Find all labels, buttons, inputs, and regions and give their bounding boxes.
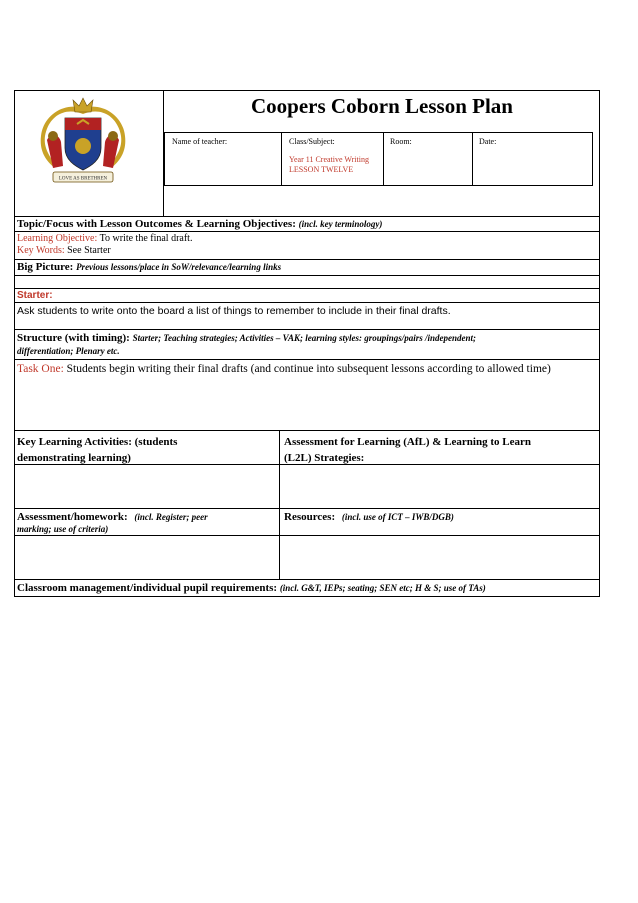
structure-heading: Structure (with timing): Starter; Teaching strategies; Activities – VAK; learning styles: groupings/pairs /independent; [17,332,477,344]
room-label: Room: [390,137,412,146]
lesson-number: LESSON TWELVE [289,165,354,174]
crest-icon [33,96,133,188]
assessment-note: marking; use of criteria) [17,524,109,534]
task-one: Task One: Students begin writing their final drafts (and continue into subsequent lessons according to allowed time) [17,363,551,375]
class-subject-value: Year 11 Creative Writing [289,155,369,164]
topic-heading: Topic/Focus with Lesson Outcomes & Learning Objectives: (incl. key terminology) [17,218,383,230]
svg-text:LOVE AS BRETHREN: LOVE AS BRETHREN [58,176,108,182]
resources-heading: Resources: (incl. use of ICT – IWB/DGB) [284,511,454,523]
big-picture-heading: Big Picture: Previous lessons/place in SoW/relevance/learning links [17,261,282,273]
school-crest [33,96,133,188]
structure-note: differentiation; Plenary etc. [17,346,120,356]
starter-text: Ask students to write onto the board a list of things to remember to include in their final drafts. [17,305,451,317]
key-words: Key Words: See Starter [17,245,111,256]
afl-heading: Assessment for Learning (AfL) & Learning to Learn (L2L) Strategies: [284,436,531,464]
classroom-management-heading: Classroom management/individual pupil requirements: (incl. G&T, IEPs; seating; SEN etc; H & S; use of TAs) [17,582,486,594]
name-of-teacher-label: Name of teacher: [172,137,228,146]
learning-objective: Learning Objective: To write the final draft. [17,233,193,244]
page-title: Coopers Coborn Lesson Plan [251,94,513,118]
header-info-grid [164,132,593,186]
class-subject-label: Class/Subject: [289,137,335,146]
key-learning-heading: Key Learning Activities: (students demonstrating learning) [17,436,178,464]
starter-heading: Starter: [17,290,53,301]
assessment-heading: Assessment/homework: (incl. Register; peer [17,511,208,523]
date-label: Date: [479,137,497,146]
